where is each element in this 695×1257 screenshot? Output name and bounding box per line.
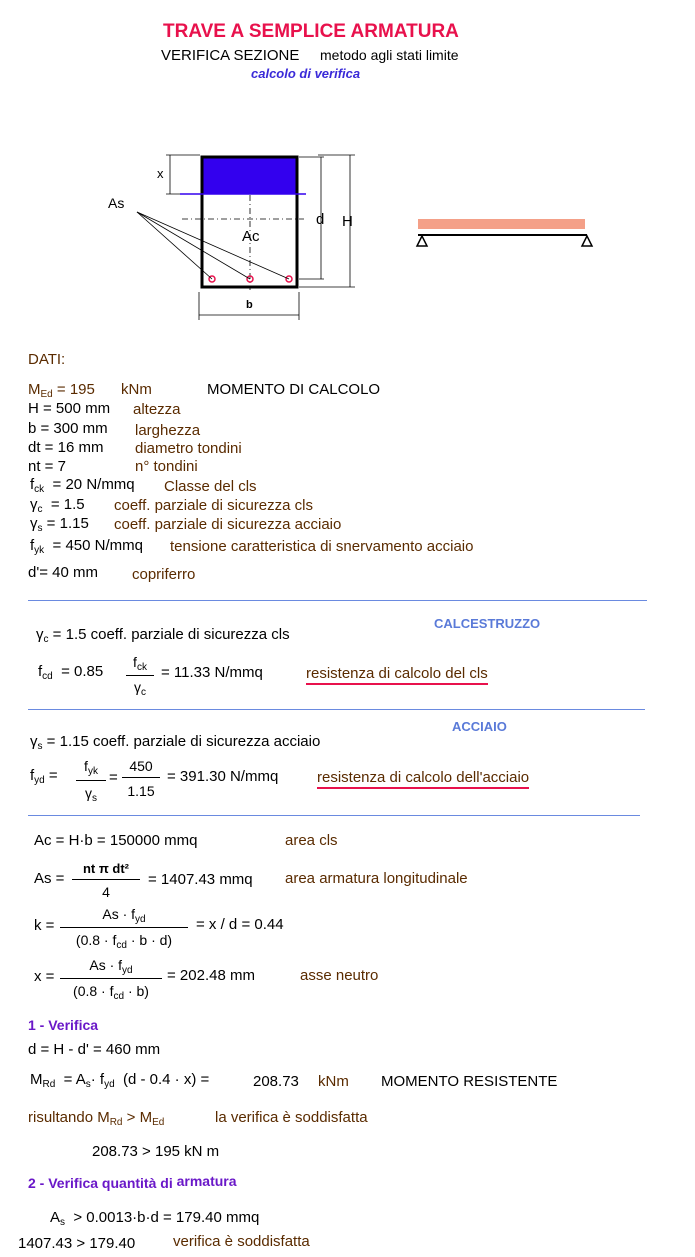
dt-line: dt = 16 mm [28,439,104,456]
mrd-unit: kNm [318,1073,349,1090]
fyd-fraction-2 [122,758,160,799]
as-res: = 1407.43 mmq [148,871,253,888]
fcd-fraction [126,654,154,698]
as-min-line: $A_s > 0.0013\cdot b\cdot d = 179.40$ mmq [50,1209,260,1228]
as-lhs: As = [34,870,65,887]
as-frac-den: 4 [72,879,140,900]
h-desc: altezza [133,401,181,418]
fyd-eq2: = [109,769,118,786]
as-frac-num: nt π dt² [82,861,130,876]
dp-desc: copriferro [132,566,196,583]
divider [28,600,647,601]
subtitle-verifica: VERIFICA SEZIONE [161,47,300,64]
k-frac-num: $As \cdot f_{yd}$ [102,906,146,925]
nt-desc: n° tondini [135,458,198,475]
page-title: TRAVE A SEMPLICE ARMATURA [163,21,459,42]
mrd-line: $M_{Rd} = A_s\cdot f_{yd}$ (d - 0.4 · x) = [30,1071,210,1090]
risultando-line: risultando $M_{Rd} > M_{Ed}$ [28,1109,165,1128]
k-frac-den: $(0.8 \cdot f_{cd} \cdot b \cdot d)$ [60,927,188,951]
gc-desc: coeff. parziale di sicurezza cls [114,497,313,514]
ac-label: Ac [242,228,260,245]
as-compare: 1407.43 > 179.40 [18,1235,136,1252]
x-fraction [60,957,162,1002]
fcd-desc: resistenza di calcolo del cls [306,666,488,685]
fyd-frac1-den: $\gamma_s$ [76,780,106,804]
as-compare-desc: verifica è soddisfatta [173,1233,310,1250]
fyd-res: = 391.30 N/mmq [167,768,279,785]
gc-line: $\gamma_c = 1.5$ [30,496,85,515]
x-frac-den: $(0.8 \cdot f_{cd} \cdot b)$ [60,978,162,1002]
cls-gc-line: $\gamma_c = 1.5$ coeff. parziale di sicurezza cls [36,626,290,645]
fcd-frac-den: $\gamma_c$ [126,675,154,698]
h-label: H [342,213,353,230]
subtitle-calcolo: calcolo di verifica [251,66,361,81]
divider [28,815,640,816]
h-line: H = 500 mm [28,400,111,417]
verifica-1-heading: 1 - Verifica [28,1017,99,1033]
fyd-frac2-num: 450 [129,758,153,774]
compare-line: 208.73 > 195 kN m [92,1143,220,1160]
x-desc: asse neutro [300,967,379,984]
d-line: d = H - d' = 460 mm [28,1041,161,1058]
dati-heading: DATI: [28,351,66,368]
fcd-lhs: $f_{cd} = 0.85$ [38,663,104,682]
k-fraction [60,906,188,951]
compressed-zone [202,157,297,194]
ac-desc: area cls [285,832,338,849]
x-label: x [157,166,164,181]
k-lhs: k = [34,917,55,934]
fyd-fraction-1 [76,758,106,804]
fyd-desc: resistenza di calcolo dell'acciaio [317,770,529,789]
fck-line: $f_{ck} = 20$ N/mmq [30,476,135,495]
acc-gs-line: $\gamma_s = 1.15$ coeff. parziale di sicurezza acciaio [30,733,321,752]
x-frac-num: $As \cdot f_{yd}$ [89,957,133,976]
section-diagram [100,145,370,325]
fcd-res: = 11.33 N/mmq [161,664,263,681]
gs-desc: coeff. parziale di sicurezza acciaio [114,516,342,533]
divider [28,709,645,710]
b-desc: larghezza [135,422,201,439]
verifica-2-heading: 2 - Verifica quantità di armatura [28,1173,237,1191]
fyk-desc: tensione caratteristica di snervamento acciaio [170,538,474,555]
nt-line: nt = 7 [28,458,66,475]
fcd-frac-num: $f_{ck}$ [133,654,147,673]
dp-line: d'= 40 mm [28,564,98,581]
med-line: $M_{Ed} = 195$ [28,381,95,400]
dt-desc: diametro tondini [135,440,242,457]
x-lhs: x = [34,968,55,985]
med-desc: MOMENTO DI CALCOLO [207,381,381,398]
d-label: d [316,211,325,228]
as-fraction [72,861,140,900]
fyd-frac2-den: 1.15 [122,777,160,799]
mrd-desc: MOMENTO RESISTENTE [381,1073,558,1090]
med-unit: kNm [121,381,152,398]
fyd-lhs: $f_{yd}$ = [30,767,58,786]
risultando-desc: la verifica è soddisfatta [215,1109,368,1126]
as-label: As [108,195,125,211]
section-acciaio: ACCIAIO [452,719,507,734]
gs-line: $\gamma_s = 1.15$ [30,515,89,534]
as-desc: area armatura longitudinale [285,870,468,887]
fyk-line: $f_{yk} = 450$ N/mmq [30,537,143,556]
mrd-val: 208.73 [253,1073,299,1090]
b-label: b [246,299,253,311]
ac-line: Ac = H·b = 150000 mmq [34,832,198,849]
fyd-frac1-num: $f_{yk}$ [84,758,98,777]
subtitle-metodo: metodo agli stati limite [320,47,459,63]
x-res: = 202.48 mm [167,967,255,984]
k-res: = x / d = 0.44 [196,916,284,933]
fck-desc: Classe del cls [164,478,257,495]
section-calcestruzzo: CALCESTRUZZO [434,616,541,631]
beam-diagram [410,215,600,255]
b-line: b = 300 mm [28,420,108,437]
